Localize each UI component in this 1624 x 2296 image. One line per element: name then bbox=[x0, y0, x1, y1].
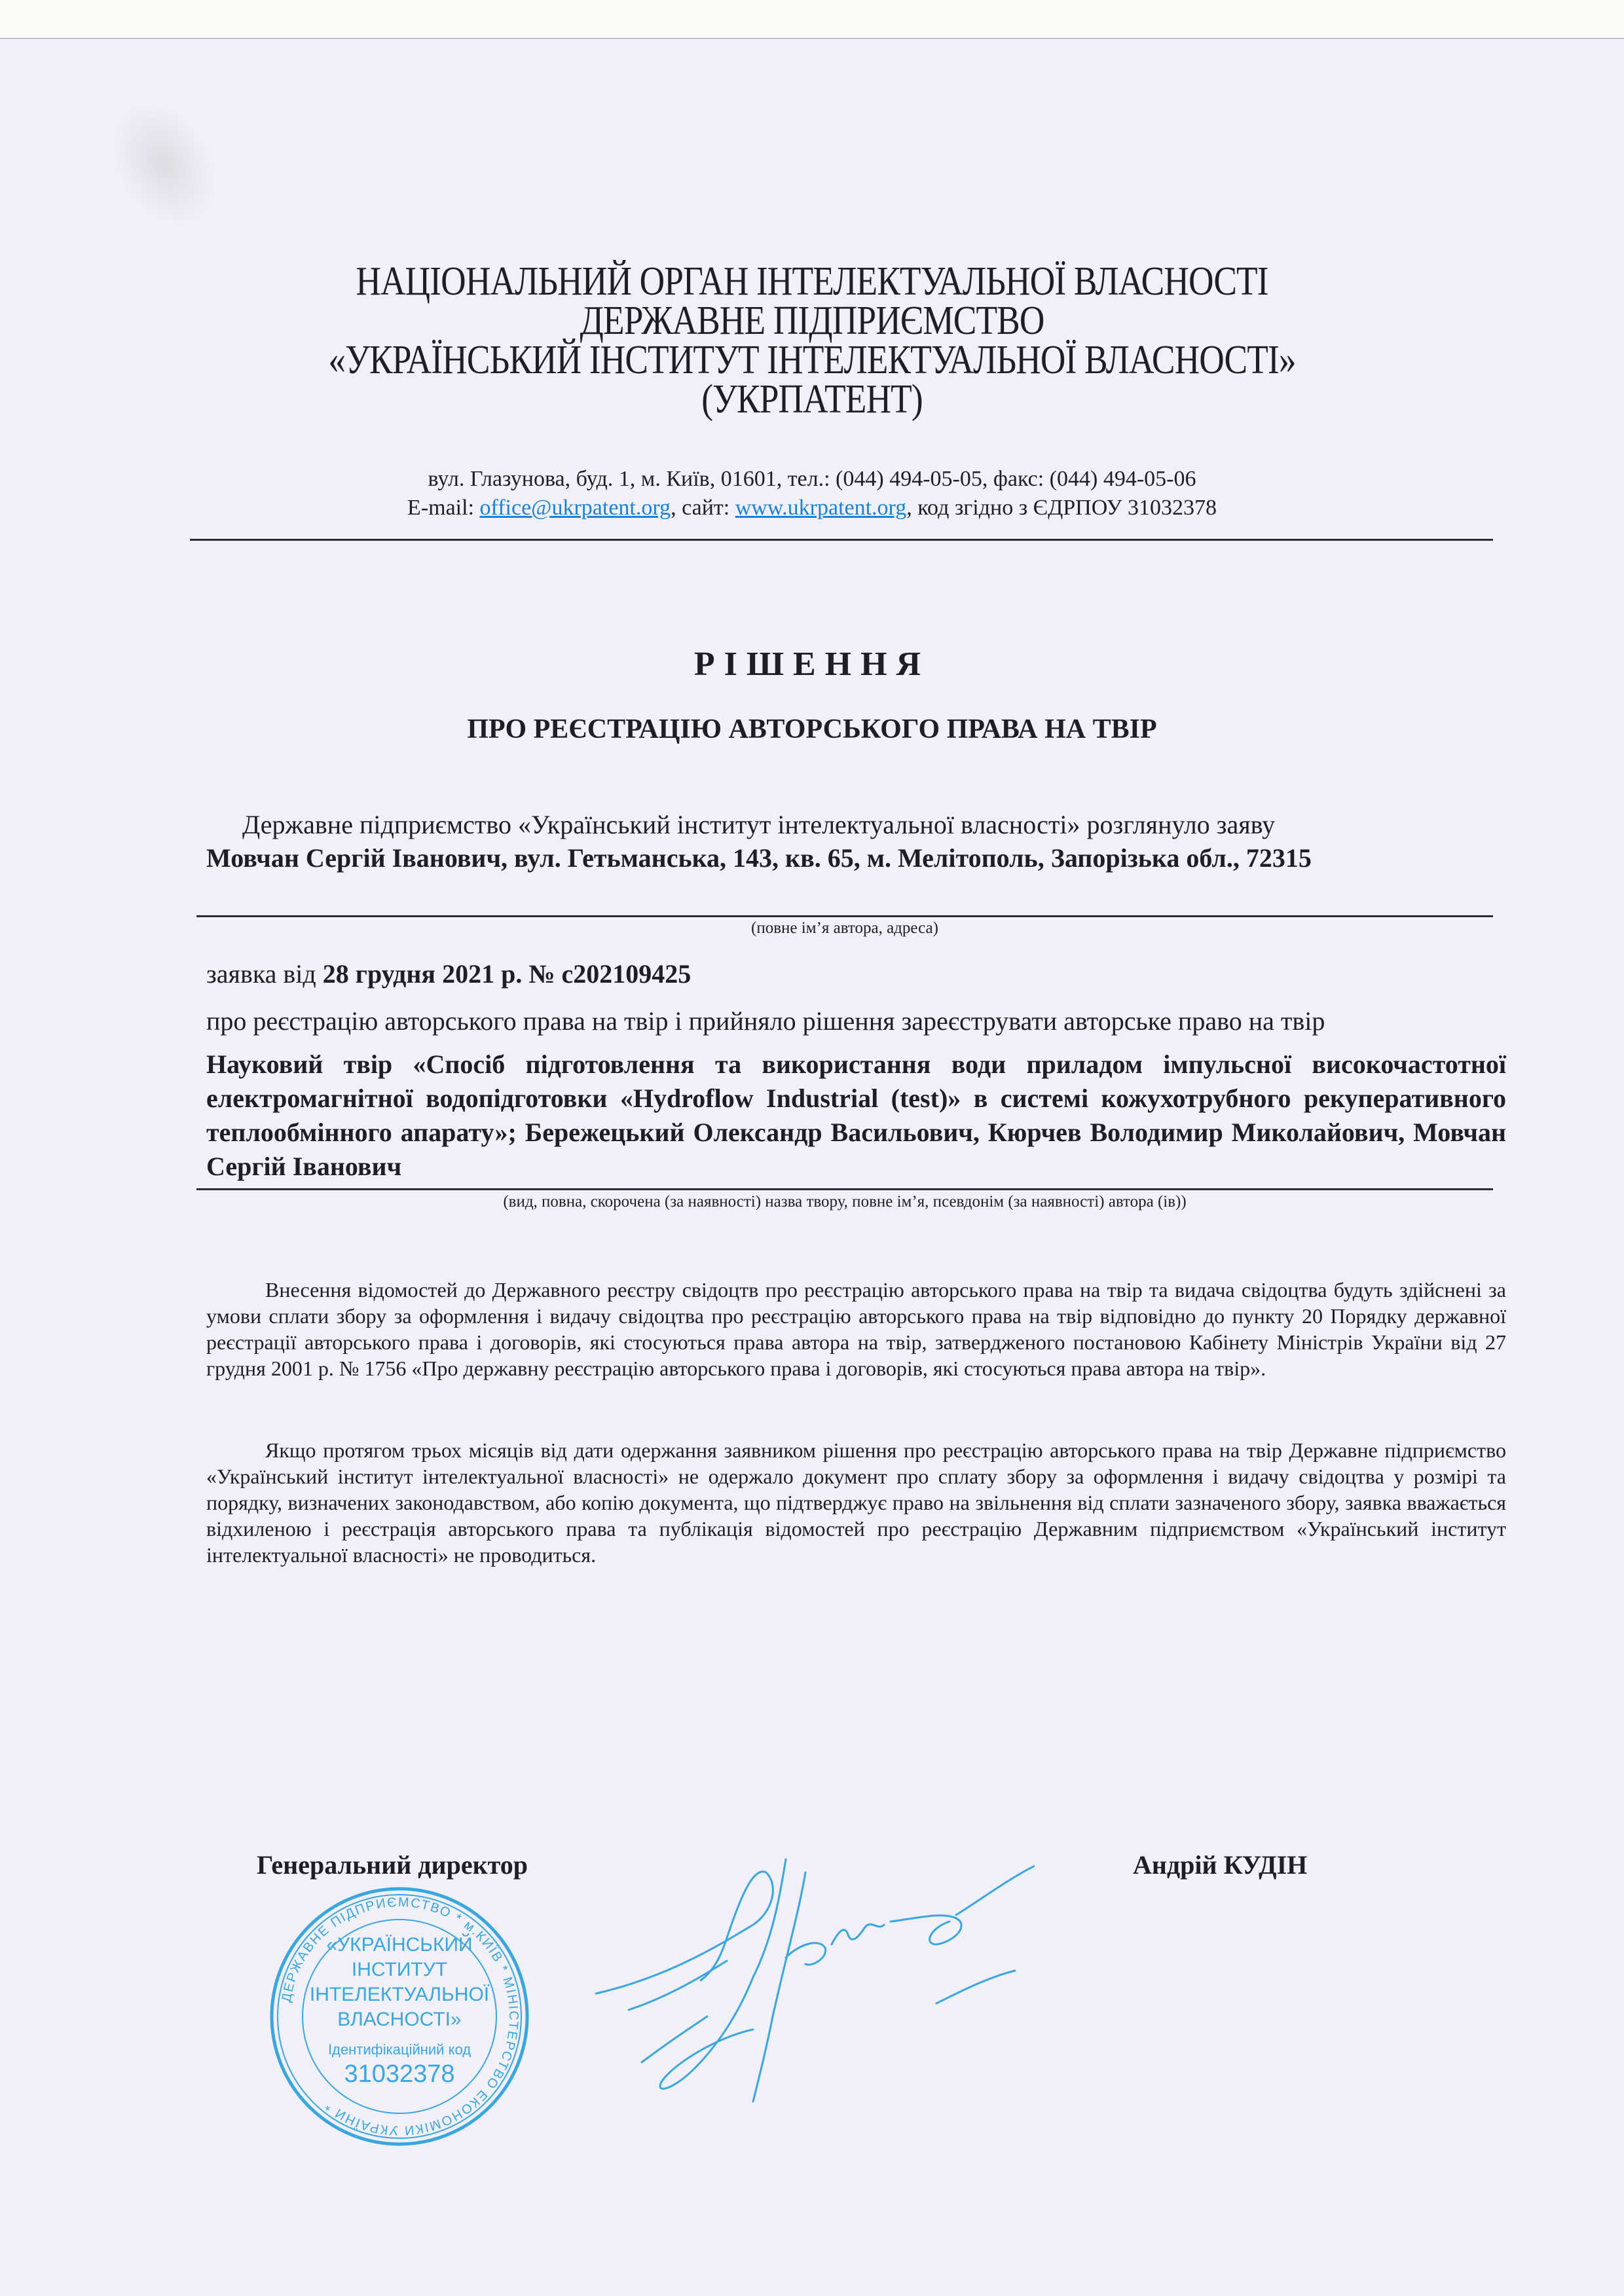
header-divider bbox=[190, 539, 1493, 541]
stamp-ring-text: ДЕРЖАВНЕ ПІДПРИЄМСТВО * м.КИЇВ * МІНІСТЕРСТВО ЕКОНОМІКИ УКРАЇНИ * bbox=[279, 1895, 521, 2138]
decision-text: про реєстрацію авторського права на твір і прийняло рішення зареєструвати авторське право на твір bbox=[206, 1006, 1325, 1036]
signer-position: Генеральний директор bbox=[257, 1850, 528, 1880]
application-line bbox=[206, 958, 1503, 991]
applicant-name-address: Мовчан Сергій Іванович, вул. Гетьманська, 143, кв. 65, м. Мелітополь, Запорізька обл., 72315 bbox=[206, 843, 1312, 873]
paragraph-fee bbox=[206, 1437, 1506, 1568]
stamp-code-label: Ідентифікаційний код bbox=[327, 2041, 471, 2058]
scan-smudge bbox=[91, 84, 236, 243]
stamp-line-1: «УКРАЇНСЬКИЙ bbox=[326, 1934, 473, 1956]
work-caption: (вид, повна, скорочена (за наявності) назва твору, повне ім’я, псевдонім (за наявності) автора (ів)) bbox=[503, 1193, 1187, 1211]
site-link[interactable]: www.ukrpatent.org bbox=[735, 496, 907, 520]
email-link[interactable]: office@ukrpatent.org bbox=[479, 496, 671, 520]
applicant-caption: (повне ім’я автора, адреса) bbox=[751, 919, 938, 937]
paragraph-register bbox=[206, 1277, 1506, 1381]
paragraph-fee-text: Якщо протягом трьох місяців від дати одержання заявником рішення про реєстрацію авторського права на твір Державне підприємство «Український інститут інтелектуальної власності» не одержало документ про сплату збору за оформлення і видачу свідоцтва у розмірі та порядку, визначених законодавством, або копію документа, що підтверджує право на звільнення від сплати зазначеного збору, заявка вважається відхиленою і реєстрація авторського права та публікація відомостей про реєстрацію Державним підприємством «Український інститут інтелектуальної власності» не проводиться. bbox=[206, 1438, 1506, 1567]
paragraph-register-text: Внесення відомостей до Державного реєстру свідоцтв про реєстрацію авторського права на твір та видача свідоцтва будуть здійснені за умови сплати збору за оформлення і видачу свідоцтва про реєстрацію авторського права на твір відповідно до пункту 20 Порядку державної реєстрації авторського права і договорів, які стосуються права автора на твір, затвердженого постановою Кабінету Міністрів України від 27 грудня 2001 р. № 1756 «Про державну реєстрацію авторського права і договорів, які стосуються права автора на твір». bbox=[206, 1278, 1506, 1380]
application-date-number: 28 грудня 2021 р. № с202109425 bbox=[322, 959, 692, 989]
stamp-code: 31032378 bbox=[344, 2060, 455, 2088]
signer-name: Андрій КУДІН bbox=[1133, 1850, 1308, 1880]
official-stamp bbox=[268, 1886, 530, 2147]
stamp-line-2: ІНСТИТУТ bbox=[351, 1959, 448, 1980]
edrpou-code: , код згідно з ЄДРПОУ 31032378 bbox=[906, 496, 1217, 520]
application-prefix: заявка від bbox=[206, 959, 323, 989]
email-label: E-mail: bbox=[407, 496, 480, 520]
scan-top-edge bbox=[0, 0, 1624, 39]
header-line-1: НАЦІОНАЛЬНИЙ ОРГАН ІНТЕЛЕКТУАЛЬНОЇ ВЛАСНОСТІ bbox=[356, 259, 1268, 304]
header-line-2: ДЕРЖАВНЕ ПІДПРИЄМСТВО bbox=[580, 299, 1044, 343]
header-line-4: (УКРПАТЕНТ) bbox=[701, 377, 923, 422]
header-line-3: «УКРАЇНСЬКИЙ ІНСТИТУТ ІНТЕЛЕКТУАЛЬНОЇ ВЛАСНОСТІ» bbox=[328, 338, 1296, 382]
applicant-underline bbox=[196, 915, 1493, 917]
decision-title: РІШЕННЯ bbox=[693, 646, 931, 683]
stamp-line-4: ВЛАСНОСТІ» bbox=[337, 2009, 462, 2030]
contact-address: вул. Глазунова, буд. 1, м. Київ, 01601, тел.: (044) 494-05-05, факс: (044) 494-05-06 bbox=[428, 467, 1196, 491]
handwritten-signature bbox=[589, 1846, 1035, 2121]
decision-subtitle: ПРО РЕЄСТРАЦІЮ АВТОРСЬКОГО ПРАВА НА ТВІР bbox=[467, 714, 1157, 744]
work-underline bbox=[196, 1188, 1493, 1190]
stamp-line-3: ІНТЕЛЕКТУАЛЬНОЇ bbox=[309, 1984, 490, 2005]
applicant-intro: Державне підприємство «Український інститут інтелектуальної власності» розглянуло заяву bbox=[242, 810, 1276, 839]
site-label: , сайт: bbox=[671, 496, 735, 520]
work-description: Науковий твір «Спосіб підготовлення та використання води приладом імпульсної високочастотної електромагнітної водопідготовки «Hydroflow Industrial (test)» в системі кожухотрубного рекуперативного теплообмінного апарату»; Бережецький Олександр Васильович, Кюрчев Володимир Миколайович, Мовчан Сергій Іванович bbox=[206, 1049, 1506, 1181]
contact-online bbox=[0, 494, 1624, 522]
